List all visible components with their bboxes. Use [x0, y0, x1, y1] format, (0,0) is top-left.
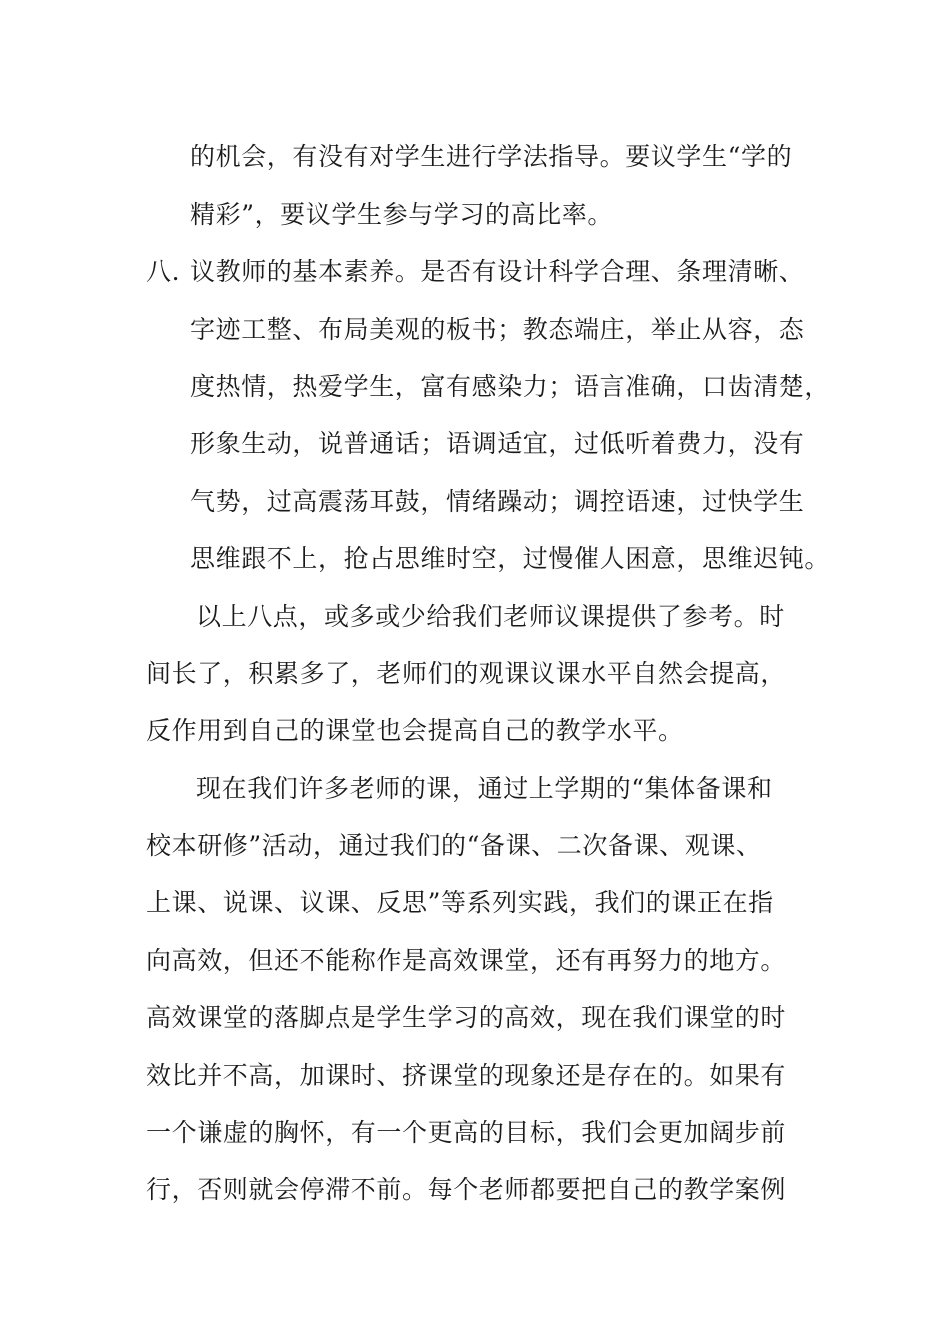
- text-line: 效比并不高，加课时、挤课堂的现象还是存在的。如果有: [146, 1061, 787, 1090]
- text-line: 间长了，积累多了，老师们的观课议课水平自然会提高，: [146, 659, 787, 688]
- text-line: 度热情，热爱学生，富有感染力；语言准确，口齿清楚，: [190, 372, 831, 401]
- text-line: 思维跟不上，抢占思维时空，过慢催人困意，思维迟钝。: [190, 544, 831, 573]
- text-line: 议教师的基本素养。是否有设计科学合理、条理清晰、: [190, 257, 805, 286]
- text-line: 校本研修”活动，通过我们的“备课、二次备课、观课、: [146, 831, 762, 860]
- text-line: 一个谦虚的胸怀，有一个更高的目标，我们会更加阔步前: [146, 1118, 787, 1147]
- text-line: 行，否则就会停滞不前。每个老师都要把自己的教学案例: [146, 1175, 787, 1204]
- text-line: 气势，过高震荡耳鼓，情绪躁动；调控语速，过快学生: [190, 487, 805, 516]
- text-line: 上课、说课、议课、反思”等系列实践，我们的课正在指: [146, 888, 774, 917]
- text-line: 向高效，但还不能称作是高效课堂，还有再努力的地方。: [146, 946, 787, 975]
- text-line: 高效课堂的落脚点是学生学习的高效，现在我们课堂的时: [146, 1003, 787, 1032]
- text-line: 形象生动，说普通话；语调适宜，过低听着费力，没有: [190, 429, 805, 458]
- list-item-marker: 八.: [146, 257, 181, 286]
- text-line: 以上八点，或多或少给我们老师议课提供了参考。时: [196, 602, 785, 631]
- text-line: 字迹工整、布局美观的板书；教态端庄，举止从容，态: [190, 315, 805, 344]
- text-line: 现在我们许多老师的课，通过上学期的“集体备课和: [196, 774, 773, 803]
- text-line: 的机会，有没有对学生进行学法指导。要议学生“学的: [190, 142, 793, 171]
- text-line: 反作用到自己的课堂也会提高自己的教学水平。: [146, 716, 684, 745]
- text-line: 精彩”，要议学生参与学习的高比率。: [190, 200, 613, 229]
